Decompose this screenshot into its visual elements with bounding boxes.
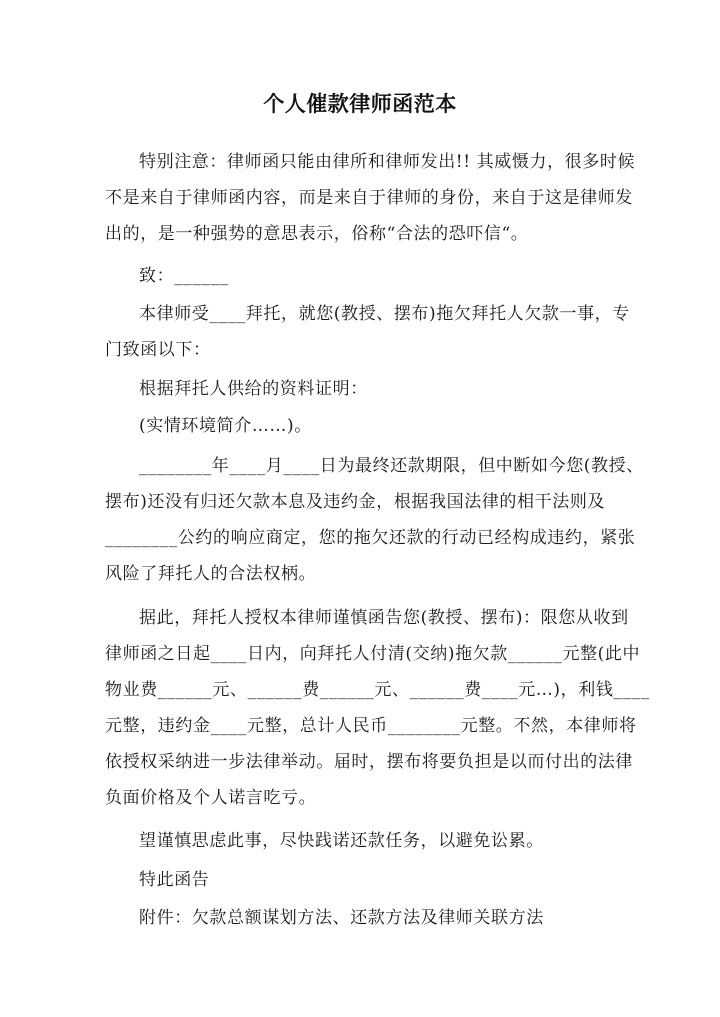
paragraph-default: [105, 448, 644, 592]
paragraph-line: ________年____月____日为最终还款期限，但中断如今您(教授、: [139, 456, 644, 476]
paragraph-line: 特此函告: [139, 870, 210, 890]
paragraph-facts: [105, 408, 625, 444]
paragraph-line: 门致函以下：: [105, 340, 211, 360]
paragraph-line: 负面价格及个人诺言吃亏。: [105, 788, 317, 808]
paragraph-demand: [105, 600, 650, 816]
paragraph-line: 本律师受____拜托，就您(教授、摆布)拖欠拜托人欠款一事，专: [139, 304, 630, 324]
paragraph-line: ________公约的响应商定，您的拖欠还款的行动已经构成违约，紧张: [105, 528, 636, 548]
paragraph-line: 据此，拜托人授权本律师谨慎函告您(教授、摆布)：限您从收到: [139, 608, 629, 628]
paragraph-line: 依授权采纳进一步法律举动。届时，摆布将要负担是以而付出的法律: [105, 752, 633, 772]
paragraph-evidence: [105, 371, 625, 407]
paragraph-line: 望谨慎思虑此事，尽快践诺还款任务，以避免讼累。: [139, 831, 544, 851]
paragraph-recipient: [105, 258, 625, 294]
paragraph-line: 元整，违约金____元整，总计人民币________元整。不然，本律师将: [105, 716, 637, 736]
paragraph-line: 附件：欠款总额谋划方法、还款方法及律师关联方法: [139, 908, 544, 928]
paragraph-line: 根据拜托人供给的资料证明：: [139, 379, 368, 399]
document-title: 个人催款律师函范本: [263, 92, 457, 116]
paragraph-intro: [105, 296, 630, 368]
paragraph-request: [105, 823, 625, 859]
paragraph-notice: [105, 144, 636, 252]
paragraph-line: 摆布)还没有归还欠款本息及违约金，根据我国法律的相干法则及: [105, 492, 606, 512]
paragraph-line: 不是来自于律师函内容，而是来自于律师的身份，来自于这是律师发: [105, 188, 633, 208]
paragraph-line: 特别注意：律师函只能由律所和律师发出!! 其威慑力，很多时候: [139, 152, 636, 172]
paragraph-line: 致：______: [139, 266, 229, 286]
paragraph-line: 出的，是一种强势的意思表示，俗称“合法的恐吓信“。: [105, 224, 529, 244]
paragraph-attachment: [105, 900, 625, 936]
paragraph-line: 物业费______元、______费______元、______费____元…)，利钱____: [105, 680, 650, 700]
paragraph-line: 律师函之日起____日内，向拜托人付清(交纳)拖欠款______元整(此中: [105, 644, 641, 664]
paragraph-line: 风险了拜托人的合法权柄。: [105, 564, 317, 584]
paragraph-line: (实情环境简介……)。: [139, 416, 312, 436]
paragraph-closing: [105, 862, 625, 898]
